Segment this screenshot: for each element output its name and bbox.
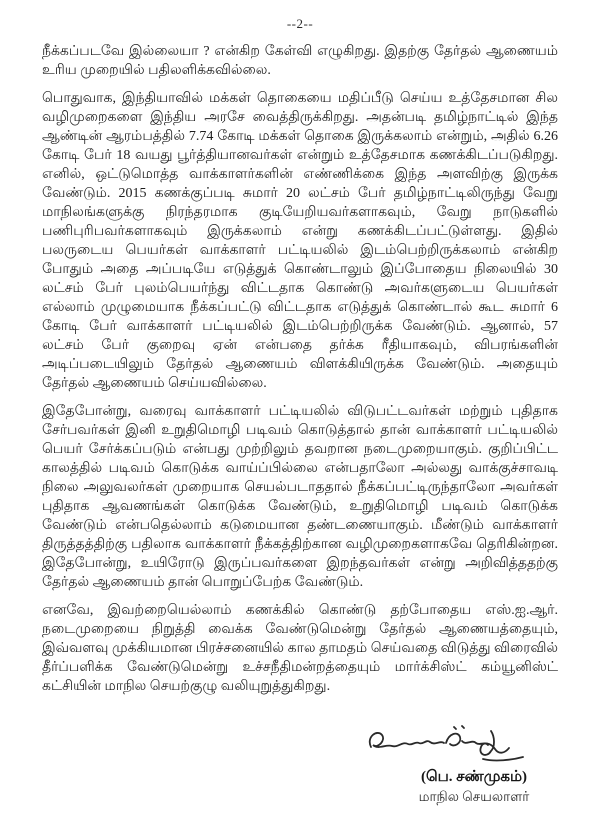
signatory-title: மாநில செயலாளர் [418,789,530,804]
handwritten-signature-icon [364,720,532,766]
signature-block [390,720,558,807]
page-number: --2-- [286,16,314,31]
signatory-name: (பெ. சண்முகம்) [420,769,528,785]
paragraph-2: பொதுவாக, இந்தியாவில் மக்கள் தொகையை மதிப்பீடு செய்ய உத்தேசமான சில வழிமுறைகளை இந்திய அரசே வைத்திருக்கிறது. அதன்படி தமிழ்நாட்டில் இந்த ஆண்டின் ஆரம்பத்தில் 7.74 கோடி மக்கள் தொகை இருக்கலாம் என்றும், அதில் 6.26 கோடி பேர் 18 வயது பூர்த்தியானவர்கள் என்றும் உத்தேசமாக கணக்கிடப்படுகிறது. எனில், ஒட்டுமொத்த வாக்காளர்களின் எண்ணிக்கை இந்த அளவிற்கு இருக்க வேண்டும். 2015 கணக்குப்படி சுமார் 20 லட்சம் பேர் தமிழ்நாட்டிலிருந்து வேறு மாநிலங்களுக்கு நிரந்தரமாக குடியேறியவர்களாகவும், வேறு நாடுகளில் பணிபுரிபவர்களாகவும் இருக்கலாம் என்று கணக்கிடப்பட்டுள்ளது. இதில் பலருடைய பெயர்கள் வாக்காளர் பட்டியலில் இடம்பெற்றிருக்கலாம் என்கிற போதும் அதை அப்படியே எடுத்துக் கொண்டாலும் இப்போதைய நிலையில் 30 லட்சம் பேர் புலம்பெயர்ந்து விட்டதாக கொண்டு அவர்களுடைய பெயர்கள் எல்லாம் முழுமையாக நீக்கப்பட்டு விட்டதாக எடுத்துக் கொண்டால் கூட சுமார் 6 கோடி பேர் வாக்காளர் பட்டியலில் இடம்பெற்றிருக்க வேண்டும். ஆனால், 57 லட்சம் பேர் குறைவு ஏன் என்பதை தர்க்க ரீதியாகவும், விபரங்களின் அடிப்படையிலும் தேர்தல் ஆணையம் விளக்கியிருக்க வேண்டும். அதையும் தேர்தல் ஆணையம் செய்யவில்லை. [42,91,558,391]
paragraph-1: நீக்கப்படவே இல்லையா ? என்கிற கேள்வி எழுகிறது. இதற்கு தேர்தல் ஆணையம் உரிய முறையில் பதிலளிக்கவில்லை. [42,44,558,78]
paragraph-4: எனவே, இவற்றையெல்லாம் கணக்கில் கொண்டு தற்போதைய எஸ்.ஐ.ஆர். நடைமுறையை நிறுத்தி வைக்க வேண்டுமென்று தேர்தல் ஆணையத்தையும், இவ்வளவு முக்கியமான பிரச்சனையில் கால தாமதம் செய்வதை விடுத்து விரைவில் தீர்ப்பளிக்க வேண்டுமென்று உச்சநீதிமன்றத்தையும் மார்க்சிஸ்ட் கம்யூனிஸ்ட் கட்சியின் மாநில செயற்குழு வலியுறுத்துகிறது. [42,603,558,694]
paragraph-3: இதேபோன்று, வரைவு வாக்காளர் பட்டியலில் விடுபட்டவர்கள் மற்றும் புதிதாக சேர்பவர்கள் இனி உறுதிமொழி படிவம் கொடுத்தால் தான் வாக்காளர் பட்டியலில் பெயர் சேர்க்கப்படும் என்பது முற்றிலும் தவறான நடைமுறையாகும். குறிப்பிட்ட காலத்தில் படிவம் கொடுக்க வாய்ப்பில்லை என்பதாலோ அல்லது வாக்குச்சாவடி நிலை அலுவலர்கள் முறையாக செயல்படாததால் நீக்கப்பட்டிருந்தாலோ அவர்கள் புதிதாக ஆவணங்கள் கொடுக்க வேண்டும், உறுதிமொழி படிவம் கொடுக்க வேண்டும் என்பதெல்லாம் கடுமையான தண்டணையாகும். மீண்டும் வாக்காளர் திருத்தத்திற்கு பதிலாக வாக்காளர் நீக்கத்திற்கான வழிமுறைகளாகவே தெரிகின்றன. இதேபோன்று, உயிரோடு இருப்பவர்களை இறந்தவர்கள் என்று அறிவித்ததற்கு தேர்தல் ஆணையம் தான் பொறுப்பேற்க வேண்டும். [42,404,558,590]
